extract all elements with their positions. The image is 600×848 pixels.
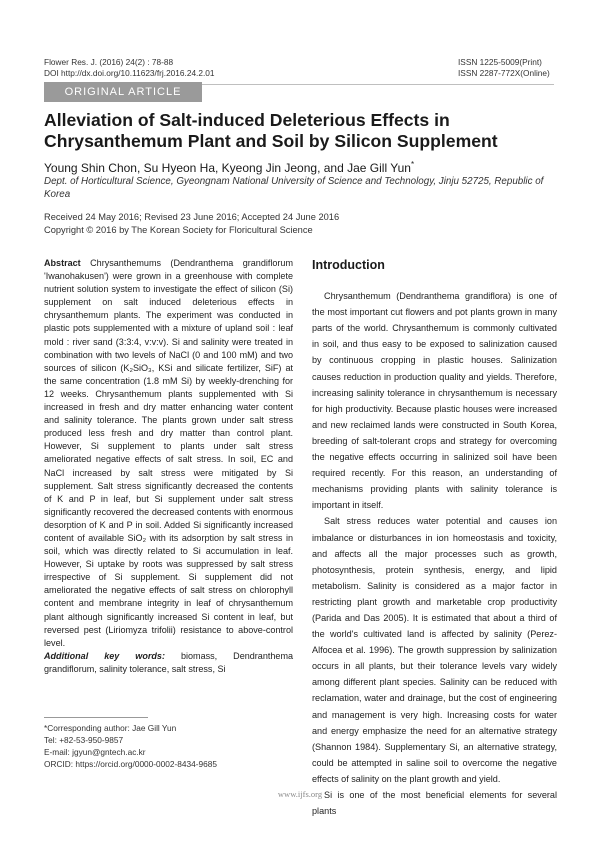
intro-paragraph-2: Salt stress reduces water potential and causes ion imbalance or disturbances in ion homeostasis and toxicity, and affects all the major processes such as growth, photosynthesis, protein synthesis, energy, and lipid metabolism. Salinity is considered as a major factor in restricting plant growth and marketable crop productivity (Parida and Das 2005). It is estimated that about a third of the world's cultivated land is affected by salinity (Perez-Alfocea et al. 1996). The growth suppression by salinization occurs in all plants, but their tolerance levels vary widely among different plant species. Salinity can be reduced with reclamation, water and drainage, but the cost of engineering and management is very high. Increasing costs for water and energy emphasize the need for an alternative strategy (Shannon 1984). Supplementary Si, an alternative strategy, could be attempted in saline soil to overcome the negative effects of salinity on the plant growth and yield. bbox=[312, 516, 557, 784]
introduction-heading: Introduction bbox=[312, 258, 385, 272]
intro-paragraph-3: Si is one of the most beneficial elements for several plants bbox=[312, 790, 557, 817]
copyright-notice: Copyright © 2016 by The Korean Society for Floricultural Science bbox=[44, 225, 313, 235]
submission-dates: Received 24 May 2016; Revised 23 June 2016; Accepted 24 June 2016 bbox=[44, 212, 340, 222]
keywords-text: biomass, Dendranthema grandiflorum, salinity tolerance, salt stress, Si bbox=[44, 650, 294, 674]
author-list bbox=[44, 157, 556, 176]
author-orcid[interactable]: ORCID: https://orcid.org/0000-0002-8434-9685 bbox=[44, 759, 217, 769]
issn-print: ISSN 1225-5009(Print) bbox=[458, 57, 542, 67]
corresponding-author-footnote bbox=[44, 722, 293, 770]
keywords-label: Additional key words: bbox=[44, 650, 165, 661]
author-email[interactable]: E-mail: jgyun@gntech.ac.kr bbox=[44, 747, 146, 757]
author-names: Young Shin Chon, Su Hyeon Ha, Kyeong Jin Jeong, and Jae Gill Yun bbox=[44, 161, 411, 175]
intro-paragraph-1: Chrysanthemum (Dendranthema grandiflora) is one of the most important cut flowers and pot plants grown in many parts of the world. Chrysanthemum is commonly cultivated in soil, and thus easy to be exposed to salinization caused by continuous cropping in plastic houses. Salinization causes reduction in production quality and yields. Therefore, increasing salinity tolerance in chrysanthemum is necessary for high productivity. Because plastic houses were increased and new reclaimed lands were constructed in South Korea, breeding of salt-tolerant crops and strategy for overcoming the negative effects occurring in salinized soil have been required recently. For this reason, an understanding of mechanisms providing plants with salinity tolerance is important in itself. bbox=[312, 291, 557, 511]
keywords-paragraph bbox=[44, 650, 293, 676]
affiliation: Dept. of Horticultural Science, Gyeongnam National University of Science and Technology, Jinju 52725, Republic of Korea bbox=[44, 176, 544, 200]
author-tel: Tel: +82-53-950-9857 bbox=[44, 735, 124, 745]
doi-link[interactable]: DOI http://dx.doi.org/10.11623/frj.2016.24.2.01 bbox=[44, 68, 215, 78]
introduction-column bbox=[312, 259, 557, 819]
journal-website[interactable]: www.ijfs.org bbox=[277, 789, 323, 799]
abstract-paragraph bbox=[44, 257, 293, 650]
journal-citation: Flower Res. J. (2016) 24(2) : 78-88 bbox=[44, 57, 174, 67]
corresponding-author: *Corresponding author: Jae Gill Yun bbox=[44, 723, 177, 733]
journal-header bbox=[44, 57, 215, 79]
abstract-column bbox=[44, 257, 293, 676]
issn-block bbox=[458, 57, 554, 79]
abstract-text: Chrysanthemums (Dendranthema grandiflorum 'Iwanohakusen') were grown in a greenhouse with complete nutrient solution system to investigate the effect of silicon (Si) supplement on salt induced deleterious effects in chrysanthemum plants. The experiment was conducted in plastic pots supplemented with a mixture of upland soil : leaf mold : river sand (3:3:4, v:v:v). Si and salinity were treated in combination with two levels of NaCl (0 and 100 mM) and two sources of silicon (K₂SiO₃, KSi and silicate fertilizer, SiF) at the same concentration (1.8 mM Si) by weekly-drenching for 12 weeks. Chrysanthemum plants supplemented with Si increased in fresh and dry matter enhancing water content and salinity tolerance. The plants grown under salt stress produced less fresh and dry matter than control plant. However, Si supplement to plants under salt stress ameliorated negative effects of salt stress. In soil, EC and NaCl increased by salt stress were mitigated by Si supplement. Salt stress significantly decreased the contents of K and P in leaf, but Si supplement under salt stress significantly recovered the decreased contents with enormous desorption of K and P in soil. Added Si significantly increased content of available SiO₂ with its adsorption by salt stress in soil, which was directly related to Si accumulation in leaf. However, Si uptake by roots was suppressed by salt stress irrespective of Si supplement. Si supplement did not ameliorated the negative effects of salt stress on chlorophyll content and membrane integrity in leaf of chrysanthemum plant although significantly increased Si content in leaf, but reversed pest (Liriomyza trifolii) resistance to above-control level. bbox=[44, 258, 293, 648]
corresponding-mark: * bbox=[410, 160, 415, 169]
issn-online: ISSN 2287-772X(Online) bbox=[458, 68, 550, 78]
article-title: Alleviation of Salt-induced Deleterious Effects in Chrysanthemum Plant and Soil by Silicon Supplement bbox=[44, 110, 498, 151]
footnote-divider bbox=[44, 717, 148, 718]
article-type-banner: ORIGINAL ARTICLE bbox=[44, 82, 202, 102]
abstract-label: Abstract bbox=[44, 258, 81, 268]
